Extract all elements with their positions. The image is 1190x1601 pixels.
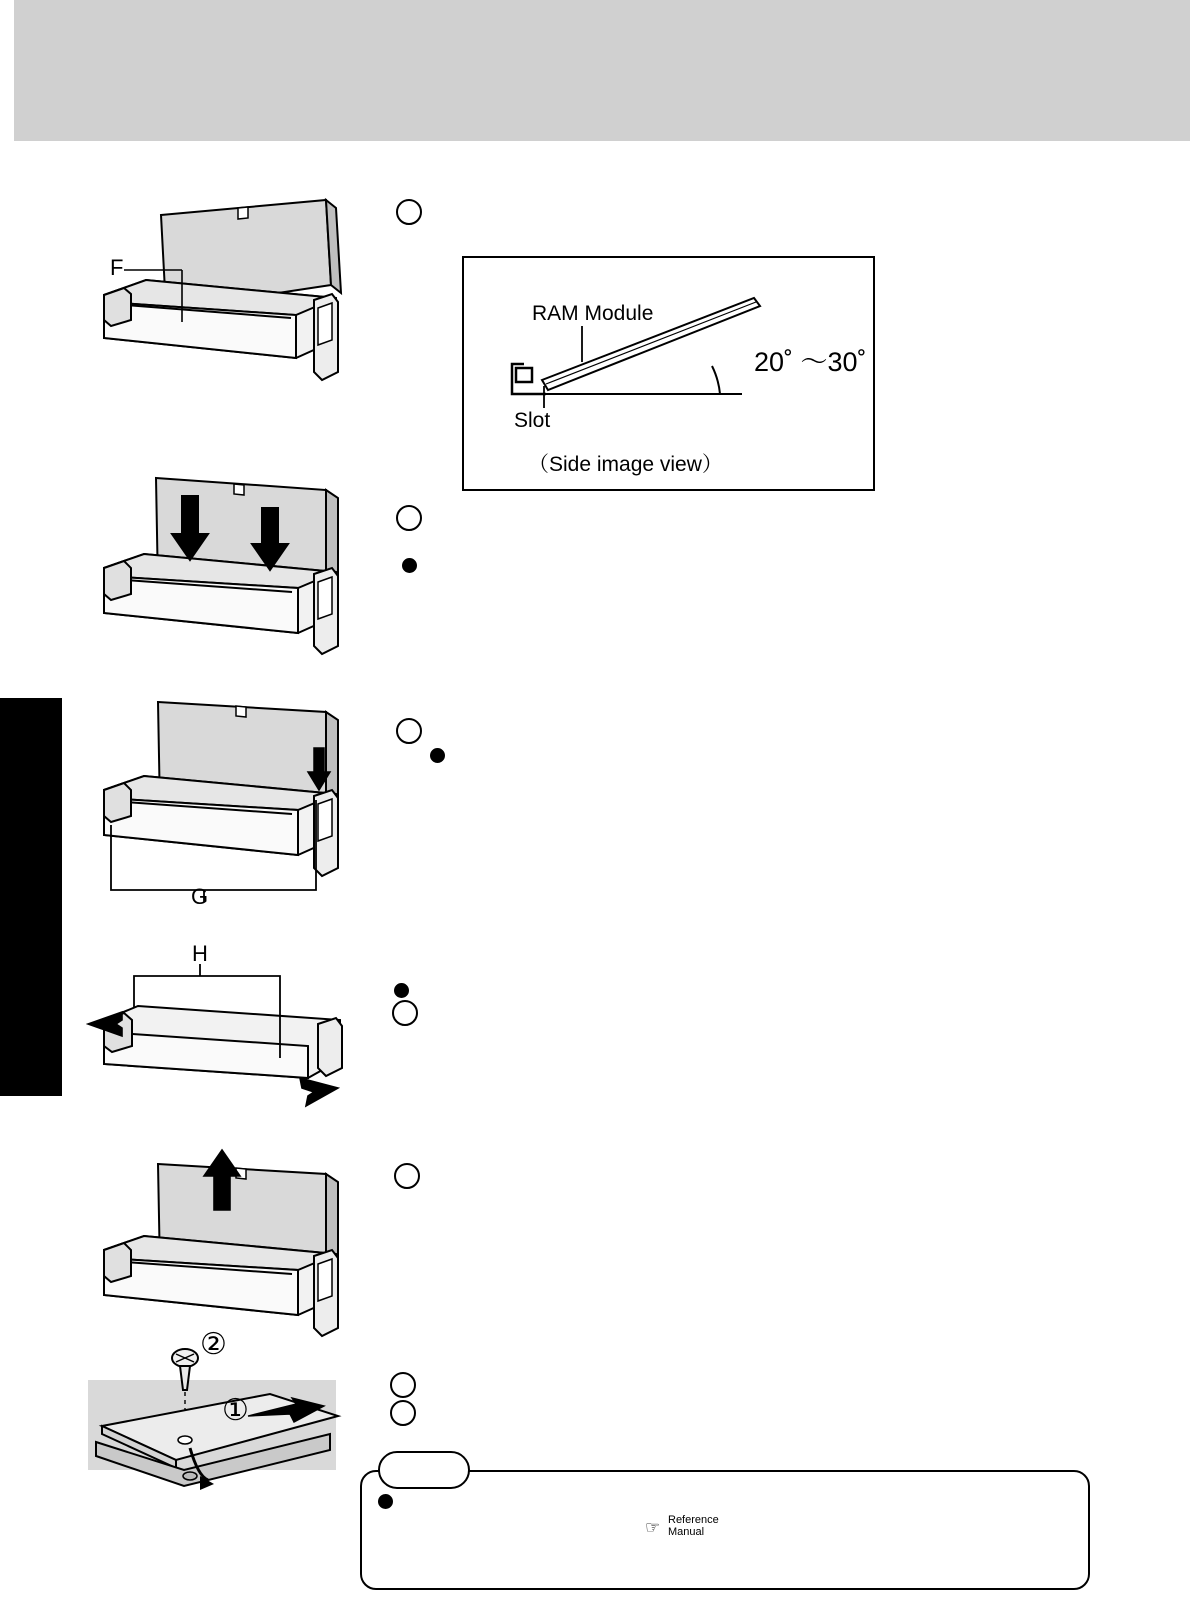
- bullet-point-3: [394, 983, 409, 998]
- step-marker-6: [390, 1372, 416, 1398]
- chapter-thumb-index-tab: [0, 698, 62, 1096]
- figure-label-h: H: [192, 941, 208, 966]
- step-marker-4: [392, 1000, 418, 1026]
- step-marker-2: [396, 505, 422, 531]
- note-bullet-point: [378, 1494, 393, 1509]
- reference-manual-line1: Reference: [668, 1514, 719, 1526]
- figure-press-module-down: [86, 468, 356, 683]
- figure-module-click-into-place: [86, 690, 356, 905]
- figure-ram-insert-angle: [86, 190, 356, 430]
- step-marker-3: [396, 718, 422, 744]
- step-marker-7: [390, 1400, 416, 1426]
- side-image-view-box: [462, 256, 875, 491]
- bullet-point-2: [430, 748, 445, 763]
- step-marker-5: [394, 1163, 420, 1189]
- reference-manual-label: [668, 1514, 719, 1538]
- figure-label-g: G: [191, 884, 209, 909]
- figure-label-f: F: [110, 255, 124, 280]
- reference-manual-line2: Manual: [668, 1526, 705, 1538]
- figure-lift-module-out: [86, 1146, 356, 1346]
- step-marker-1: [396, 199, 422, 225]
- side-view-slot-label: Slot: [514, 409, 551, 432]
- bullet-point-1: [402, 558, 417, 573]
- figure-step-number-1: ①: [222, 1394, 249, 1427]
- note-box: [360, 1470, 1090, 1590]
- note-box-title-tab: [378, 1451, 470, 1489]
- side-view-caption: （Side image view）: [528, 453, 723, 476]
- side-view-ram-module-label: RAM Module: [532, 302, 654, 325]
- pointing-hand-icon: ☞: [645, 1518, 661, 1537]
- side-view-angle-label: 20˚ ～30˚: [754, 347, 867, 377]
- page-header-banner: [14, 0, 1190, 141]
- figure-step-number-2: ②: [200, 1328, 227, 1361]
- figure-open-hooks: [86, 960, 356, 1125]
